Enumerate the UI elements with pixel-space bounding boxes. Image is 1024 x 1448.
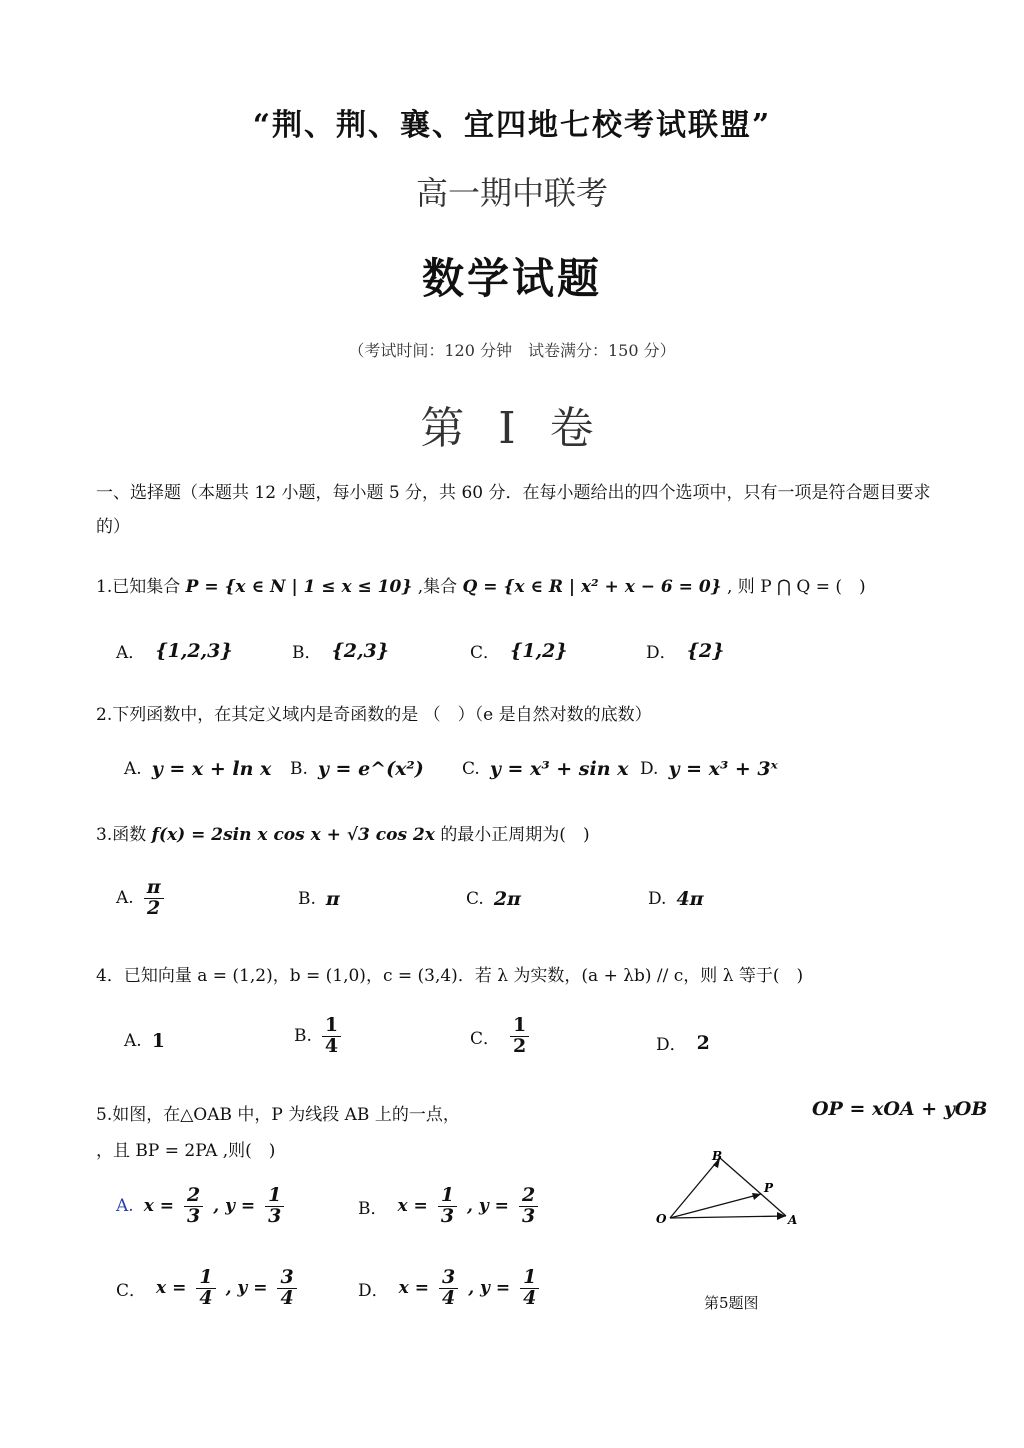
label-a: A — [788, 1213, 798, 1227]
fraction — [265, 1186, 284, 1227]
numerator: 1 — [438, 1186, 457, 1207]
denominator: 3 — [440, 1204, 455, 1227]
denominator: 3 — [187, 1204, 201, 1227]
denominator: 2 — [147, 896, 161, 919]
question-1 — [96, 572, 956, 597]
q4-option-d[interactable] — [656, 1030, 710, 1055]
denominator: 4 — [280, 1286, 294, 1309]
option-label: A. — [124, 1031, 142, 1051]
q2-option-b[interactable] — [290, 758, 424, 780]
q5-option-c[interactable] — [116, 1268, 297, 1309]
q5-vector-equation: OP = xOA + yOB — [812, 1098, 988, 1120]
denominator: 2 — [513, 1034, 527, 1057]
fraction — [144, 878, 164, 919]
option-value: 2 — [696, 1031, 710, 1054]
q2-option-a[interactable] — [124, 758, 271, 780]
q3-option-d[interactable] — [648, 888, 704, 910]
x-equals: x = — [143, 1196, 174, 1217]
fraction — [510, 1016, 529, 1057]
q4-option-a[interactable] — [124, 1030, 165, 1052]
numerator: 1 — [520, 1268, 539, 1289]
option-label: C. — [466, 889, 484, 909]
q1-prefix: 1.已知集合 — [96, 577, 181, 597]
option-label: D． — [358, 1280, 389, 1301]
q5-option-d[interactable] — [358, 1268, 539, 1309]
q1-option-a[interactable] — [116, 638, 233, 663]
option-label: B． — [358, 1198, 388, 1219]
numerator: 3 — [439, 1268, 458, 1289]
label-b: B — [712, 1149, 723, 1163]
numerator: 1 — [322, 1016, 341, 1037]
option-label: A． — [116, 643, 146, 663]
option-label: B. — [298, 889, 316, 909]
option-value: y = x³ + sin x — [489, 758, 629, 780]
q3-option-c[interactable] — [466, 888, 521, 910]
arrowhead-a — [777, 1212, 786, 1220]
numerator: 1 — [196, 1268, 215, 1289]
denominator: 4 — [199, 1286, 213, 1309]
fraction — [322, 1016, 341, 1057]
option-value: {2,3} — [331, 639, 389, 662]
fraction — [519, 1186, 538, 1227]
q5-line2: ，且 BP = 2PA ,则( ) — [96, 1141, 276, 1161]
fraction — [184, 1186, 203, 1227]
fraction — [196, 1268, 215, 1309]
option-value: 1 — [151, 1030, 165, 1052]
denominator: 4 — [324, 1034, 339, 1057]
option-label: B． — [292, 643, 322, 663]
option-label: A. — [124, 759, 142, 779]
option-label: A. — [116, 888, 134, 909]
fraction — [438, 1186, 457, 1227]
q3-prefix: 3.函数 — [96, 825, 147, 845]
option-label: C． — [116, 1280, 147, 1301]
y-equals: , y = — [468, 1278, 511, 1299]
option-value: {1,2} — [510, 639, 568, 662]
volume-title: 第 I 卷 — [420, 403, 604, 454]
numerator: π — [144, 878, 164, 899]
denominator: 3 — [268, 1204, 282, 1227]
option-label: A. — [116, 1196, 134, 1217]
exam-info: （考试时间：120 分钟 试卷满分：150 分） — [348, 341, 676, 360]
q1-p-set: P = {x ∈ N | 1 ≤ x ≤ 10} — [185, 577, 413, 597]
q1-option-d[interactable] — [646, 638, 724, 663]
numerator: 1 — [265, 1186, 284, 1207]
fraction — [439, 1268, 458, 1309]
q1-mid: ,集合 — [417, 577, 458, 597]
segment-oa — [670, 1216, 786, 1218]
option-value: y = x + ln x — [151, 758, 272, 780]
option-value: π — [325, 888, 340, 910]
option-value: y = e^(x²) — [317, 758, 424, 780]
q1-q-set: Q = {x ∈ R | x² + x − 6 = 0} — [462, 577, 722, 597]
q1-suffix: , 则 P ⋂ Q = ( ) — [726, 577, 866, 597]
y-equals: , y = — [467, 1196, 509, 1217]
denominator: 3 — [521, 1204, 536, 1227]
denominator: 4 — [523, 1286, 537, 1309]
segment-ob — [670, 1158, 720, 1218]
q1-option-b[interactable] — [292, 638, 389, 663]
section-intro: 一、选择题（本题共 12 小题，每小题 5 分，共 60 分．在每小题给出的四个选项中，只有一项是符合题目要求的） — [96, 483, 931, 537]
numerator: 1 — [510, 1016, 529, 1037]
option-value: {1,2,3} — [155, 639, 233, 662]
option-value: y = x³ + 3ˣ — [668, 758, 778, 780]
q1-option-c[interactable] — [470, 638, 568, 663]
x-equals: x = — [156, 1278, 187, 1299]
arrowhead-p — [752, 1193, 761, 1200]
numerator: 2 — [519, 1186, 538, 1207]
option-label: D. — [640, 759, 659, 779]
segment-op — [670, 1194, 761, 1218]
option-label: B. — [290, 759, 308, 779]
y-equals: , y = — [225, 1278, 268, 1299]
triangle-figure — [640, 1140, 820, 1250]
option-label: C． — [470, 643, 501, 663]
option-label: D. — [648, 889, 667, 909]
q2-option-c[interactable] — [462, 758, 628, 780]
fraction — [277, 1268, 296, 1309]
fraction — [520, 1268, 539, 1309]
q4-option-c[interactable] — [470, 1016, 529, 1057]
option-label: B. — [294, 1026, 312, 1047]
question-3 — [96, 820, 956, 845]
option-label: C． — [470, 1028, 501, 1049]
alliance-title: “荆、荆、襄、宜四地七校考试联盟” — [252, 108, 772, 143]
figure-caption: 第5题图 — [704, 1294, 759, 1312]
option-value: 4π — [676, 888, 704, 910]
label-p: P — [764, 1181, 774, 1195]
option-label: D． — [656, 1035, 687, 1055]
x-equals: x = — [398, 1278, 429, 1299]
q3-option-a[interactable] — [116, 878, 164, 919]
q5-option-a[interactable] — [116, 1186, 284, 1227]
q2-option-d[interactable] — [640, 758, 778, 780]
label-o: O — [656, 1212, 667, 1226]
option-value: 2π — [493, 888, 521, 910]
question-4: 4．已知向量 a = (1,2)，b = (1,0)，c = (3,4)．若 λ 为实数，(a + λb) // c，则 λ 等于( ) — [96, 966, 804, 986]
numerator: 3 — [277, 1268, 296, 1289]
segment-ba — [720, 1158, 786, 1216]
question-2: 2.下列函数中，在其定义域内是奇函数的是 （ ）（e 是自然对数的底数） — [96, 705, 652, 725]
denominator: 4 — [441, 1286, 456, 1309]
option-value: {2} — [686, 639, 725, 662]
numerator: 2 — [184, 1186, 203, 1207]
q3-suffix: 的最小正周期为( ) — [440, 825, 590, 845]
option-label: D． — [646, 643, 677, 663]
x-equals: x = — [397, 1196, 428, 1217]
subject-title: 数学试题 — [421, 254, 602, 303]
exam-title: 高一期中联考 — [415, 174, 608, 212]
q4-option-b[interactable] — [294, 1016, 341, 1057]
q3-formula: f(x) = 2sin x cos x + √3 cos 2x — [151, 825, 435, 845]
q5-line1: 5.如图，在△OAB 中，P 为线段 AB 上的一点， — [96, 1105, 460, 1125]
q3-option-b[interactable] — [298, 888, 340, 910]
q5-option-b[interactable] — [358, 1186, 538, 1227]
y-equals: , y = — [213, 1196, 256, 1217]
option-label: C. — [462, 759, 480, 779]
